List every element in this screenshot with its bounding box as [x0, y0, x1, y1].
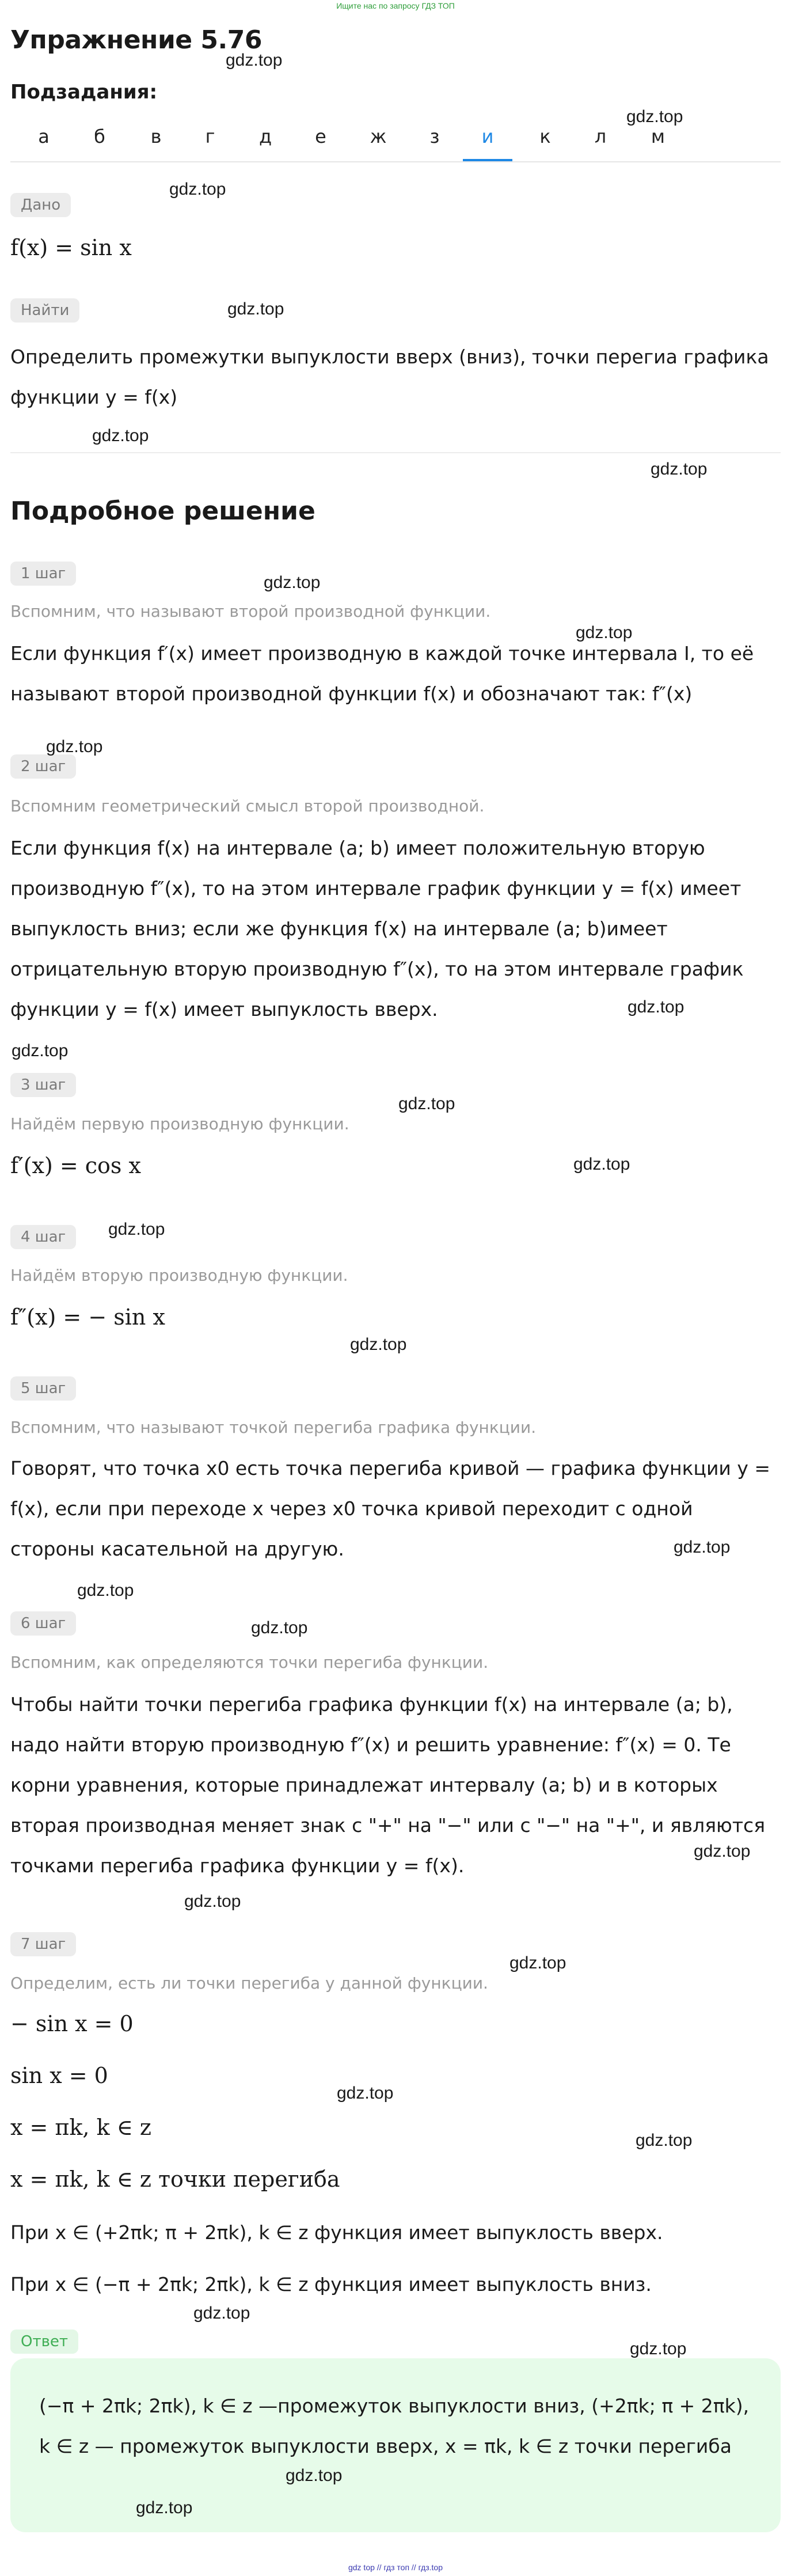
answer-label: Ответ [10, 2330, 78, 2354]
step-4-hint: Найдём вторую производную функции. [10, 1266, 348, 1285]
tab-l[interactable]: л [594, 126, 607, 147]
top-banner[interactable]: Ищите нас по запросу ГДЗ ТОП [336, 1, 455, 10]
step-2-label: 2 шаг [10, 754, 76, 779]
given-formula [10, 235, 132, 260]
step-7-line-5: При x ∈ (+2πk; π + 2πk), k ∈ z функция имеет выпуклость вверх. [10, 2221, 663, 2244]
watermark: gdz.top [184, 1892, 241, 1911]
watermark: gdz.top [136, 2498, 193, 2517]
step-4-label: 4 шаг [10, 1225, 76, 1249]
step-7-line-6: При x ∈ (−π + 2πk; 2πk), k ∈ z функция имеет выпуклость вниз. [10, 2273, 652, 2296]
tab-d[interactable]: д [258, 126, 272, 147]
watermark: gdz.top [636, 2131, 693, 2150]
step-1-label: 1 шаг [10, 562, 76, 586]
tab-z[interactable]: з [429, 126, 440, 147]
step-4-formula: f″(x) = − sin x [10, 1304, 165, 1330]
step-7-hint: Определим, есть ли точки перегиба у данной функции. [10, 1974, 488, 1993]
step-2-text: Если функция f(x) на интервале (a; b) имеет положительную вторую производную f″(x), то на этом интервале график функции y = f(x) имеет выпуклость вниз; если же функция f(x) на интервале (a; b)имеет отрицательную вторую производную f″(x), то на этом интервале график функции y = f(x) имеет выпуклость вверх. [10, 837, 744, 1020]
watermark: gdz.top [92, 426, 149, 445]
step-1-hint: Вспомним, что называют второй производной функции. [10, 602, 491, 621]
watermark: gdz.top [46, 737, 103, 756]
tab-a[interactable]: а [38, 126, 50, 147]
tab-b[interactable]: б [94, 126, 105, 147]
watermark: gdz.top [227, 299, 284, 318]
tab-m[interactable]: м [651, 126, 665, 147]
answer-box [10, 2358, 781, 2532]
watermark: gdz.top [77, 1581, 134, 1600]
page-title: Упражнение 5.76 [10, 25, 262, 55]
watermark: gdz.top [108, 1220, 165, 1239]
watermark: gdz.top [350, 1335, 407, 1354]
watermark: gdz.top [694, 1842, 751, 1861]
watermark: gdz.top [626, 107, 683, 126]
step-2-hint: Вспомним геометрический смысл второй производной. [10, 796, 485, 815]
given-label: Дано [10, 193, 71, 217]
step-3-hint: Найдём первую производную функции. [10, 1114, 349, 1133]
step-1-text: Если функция f′(x) имеет производную в каждой точке интервала I, то её называют второй производной функции f(x) и обозначают так: f″(x) [10, 642, 754, 705]
subtask-tabs [10, 122, 781, 162]
watermark: gdz.top [193, 2304, 250, 2323]
tab-v[interactable]: в [150, 126, 162, 147]
answer-text: (−π + 2πk; 2πk), k ∈ z —промежуток выпуклости вниз, (+2πk; π + 2πk), k ∈ z — промежуток выпуклости вверх, x = πk, k ∈ z точки перегиба [39, 2395, 750, 2457]
given-formula-text: f(x) = sin x [10, 235, 132, 260]
tab-zh[interactable]: ж [370, 126, 387, 147]
find-text: Определить промежутки выпуклости вверх (вниз), точки перегиа графика функции y = f(x) [10, 346, 769, 408]
watermark: gdz.top [628, 997, 684, 1016]
step-7-line-1: − sin x = 0 [10, 2011, 134, 2036]
step-5-text: Говорят, что точка x0 есть точка перегиба кривой — графика функции y = f(x), если при переходе x через x0 точка кривой переходит с одной стороны касательной на другую. [10, 1457, 771, 1560]
subtasks-label: Подзадания: [10, 81, 158, 104]
tab-k[interactable]: к [539, 126, 551, 147]
divider [10, 452, 781, 453]
step-5-label: 5 шаг [10, 1376, 76, 1401]
watermark: gdz.top [12, 1041, 69, 1060]
step-5-hint: Вспомним, что называют точкой перегиба графика функции. [10, 1418, 537, 1437]
watermark: gdz.top [169, 180, 226, 199]
watermark: gdz.top [398, 1094, 455, 1113]
watermark: gdz.top [264, 573, 321, 592]
watermark: gdz.top [286, 2466, 343, 2485]
step-6-text: Чтобы найти точки перегиба графика функции f(x) на интервале (a; b), надо найти вторую производную f″(x) и решить уравнение: f″(x) = 0. Те корни уравнения, которые принадлежат интервалу (a; b) и в которых вторая производная меняет знак с "+" на "−" или с "−" на "+", и являются точками перегиба графика функции y = f(x). [10, 1693, 766, 1877]
step-6-label: 6 шаг [10, 1611, 76, 1636]
tab-g[interactable]: г [205, 126, 215, 147]
step-7-label: 7 шаг [10, 1932, 76, 1956]
solution-title: Подробное решение [10, 496, 315, 526]
bottom-banner[interactable]: gdz top // гдз топ // гдз.top [348, 2563, 443, 2572]
watermark: gdz.top [226, 51, 283, 70]
watermark: gdz.top [651, 460, 708, 479]
find-label: Найти [10, 298, 79, 323]
watermark: gdz.top [674, 1538, 731, 1557]
watermark: gdz.top [573, 1155, 630, 1174]
step-6-hint: Вспомним, как определяются точки перегиба функции. [10, 1653, 489, 1672]
step-7-line-4: x = πk, k ∈ z точки перегиба [10, 2167, 340, 2192]
tab-e[interactable]: е [315, 126, 326, 147]
watermark: gdz.top [251, 1618, 308, 1637]
watermark: gdz.top [576, 623, 633, 642]
step-7-line-3: x = πk, k ∈ z [10, 2115, 151, 2140]
watermark: gdz.top [630, 2339, 687, 2358]
step-3-formula: f′(x) = cos x [10, 1153, 141, 1178]
watermark: gdz.top [509, 1953, 566, 1972]
tab-i[interactable]: и [463, 122, 512, 161]
step-3-label: 3 шаг [10, 1073, 76, 1097]
watermark: gdz.top [337, 2084, 394, 2103]
step-7-line-2: sin x = 0 [10, 2063, 108, 2088]
